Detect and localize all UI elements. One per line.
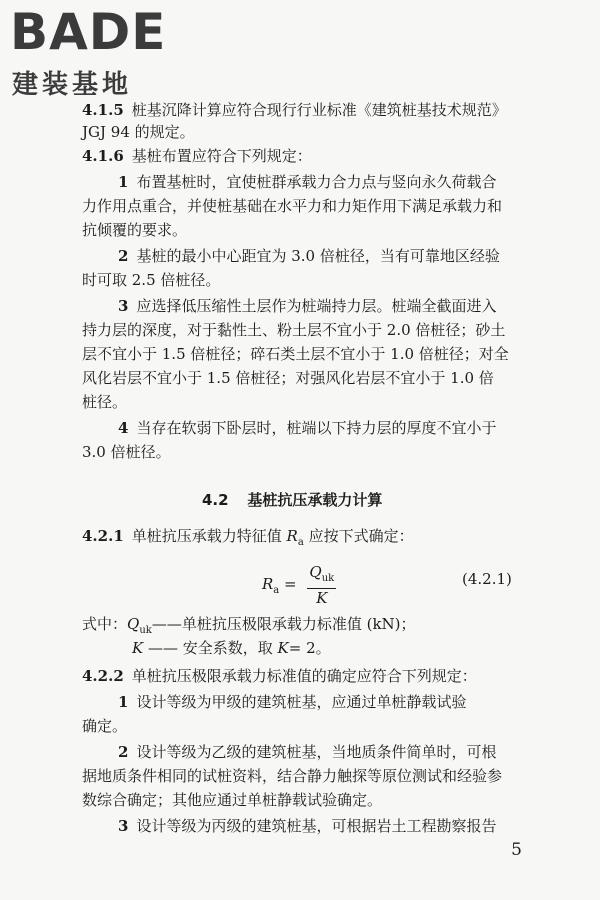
logo	[10, 3, 180, 100]
where-q-var: Q	[127, 615, 140, 633]
line-text: 风化岩层不宜小于 1.5 倍桩径；对强风化岩层不宜小于 1.0 倍	[82, 369, 494, 387]
clause-text: 单桩抗压承载力特征值	[131, 527, 287, 545]
clause-number: 4.2.2	[82, 667, 124, 685]
line-text: 据地质条件相同的试桩资料，结合静力触探等原位测试和经验参	[82, 767, 503, 785]
item-number: 1	[118, 173, 129, 191]
line-text: 单桩抗压极限承载力标准值的确定应符合下列规定：	[131, 667, 477, 685]
line-text: 数综合确定；其他应通过单桩静载试验确定。	[82, 791, 383, 809]
where-k-val: = 2。	[288, 639, 331, 657]
line-text: 应选择低压缩性土层作为桩端持力层。桩端全截面进入	[136, 297, 497, 315]
clause-number: 4.2.1	[82, 527, 124, 545]
clause-4-2-1	[82, 526, 414, 553]
section-heading	[202, 490, 382, 510]
var-r-sub: a	[297, 537, 304, 548]
section-number: 4.2	[202, 491, 229, 509]
line-text: 基桩的最小中心距宜为 3.0 倍桩径，当有可靠地区经验	[136, 247, 500, 265]
text-line	[118, 816, 496, 836]
where-prefix: 式中：	[82, 615, 128, 633]
text-line	[82, 270, 220, 290]
where-k	[132, 638, 331, 658]
item-number: 2	[118, 743, 129, 761]
line-text: 确定。	[82, 717, 128, 735]
line-text: 设计等级为甲级的建筑桩基，应通过单桩静载试验	[136, 693, 467, 711]
text-line	[82, 766, 502, 786]
logo-subtitle: 建装基地	[12, 70, 133, 100]
item-number: 1	[118, 693, 129, 711]
item-number: 4	[118, 419, 129, 437]
formula-eq: =	[284, 575, 297, 593]
item-number: 3	[118, 297, 129, 315]
text-line	[118, 296, 496, 316]
formula-fraction	[307, 563, 336, 607]
text-line	[82, 146, 312, 166]
formula	[262, 563, 336, 607]
where-q	[82, 614, 416, 641]
text-line	[118, 172, 496, 192]
line-text: 布置基桩时，宜使桩群承载力合力点与竖向永久荷载合	[136, 173, 497, 191]
text-line	[82, 392, 127, 412]
text-line	[82, 716, 127, 736]
text-line	[118, 692, 466, 712]
page-number: 5	[511, 840, 522, 860]
text-line	[82, 122, 195, 142]
line-text: 层不宜小于 1.5 倍桩径；碎石类土层不宜小于 1.0 倍桩径；对全	[82, 345, 509, 363]
line-text: 设计等级为丙级的建筑桩基，可根据岩土工程勘察报告	[136, 817, 497, 835]
clause-number: 4.1.5	[82, 101, 124, 119]
item-number: 2	[118, 247, 129, 265]
formula-lhs: R	[262, 575, 274, 593]
text-line	[82, 220, 187, 240]
line-text: 时可取 2.5 倍桩径。	[82, 271, 221, 289]
formula-denominator: K	[316, 589, 328, 607]
formula-numerator-sub: uk	[321, 573, 335, 584]
equation-number: (4.2.1)	[462, 570, 512, 588]
line-text: 力作用点重合，并使桩基础在水平力和力矩作用下满足承载力和	[82, 197, 503, 215]
text-line	[82, 442, 171, 462]
formula-numerator: Q	[309, 563, 322, 581]
where-k-eq: K	[277, 639, 289, 657]
line-text: 桩径。	[82, 393, 128, 411]
text-line	[118, 246, 500, 266]
text-line	[118, 742, 496, 762]
line-text: 桩基沉降计算应符合现行行业标准《建筑桩基技术规范》	[131, 101, 507, 119]
text-line	[118, 418, 496, 438]
line-text: 设计等级为乙级的建筑桩基，当地质条件简单时，可根	[136, 743, 497, 761]
where-q-sub: uk	[139, 625, 152, 636]
line-text: 当存在软弱下卧层时，桩端以下持力层的厚度不宜小于	[136, 419, 497, 437]
line-text: 持力层的深度，对于黏性土、粉土层不宜小于 2.0 倍桩径；砂土	[82, 321, 506, 339]
text-line	[82, 100, 507, 120]
text-line	[82, 368, 494, 388]
text-line	[82, 344, 509, 364]
line-text: 抗倾覆的要求。	[82, 221, 188, 239]
line-text: 3.0 倍桩径。	[82, 443, 171, 461]
where-k-var: K	[132, 639, 144, 657]
item-number: 3	[118, 817, 129, 835]
section-title: 基桩抗压承载力计算	[247, 491, 383, 509]
text-line	[82, 320, 505, 340]
clause-number: 4.1.6	[82, 147, 124, 165]
line-text: 基桩布置应符合下列规定：	[131, 147, 312, 165]
text-line	[82, 666, 477, 686]
var-r: R	[286, 527, 298, 545]
text-line	[82, 196, 502, 216]
where-q-desc: ——单桩抗压极限承载力标准值 (kN)；	[151, 615, 416, 633]
formula-lhs-sub: a	[273, 585, 280, 596]
logo-brand: BADE	[10, 3, 167, 61]
clause-text-tail: 应按下式确定：	[303, 527, 414, 545]
where-k-desc: —— 安全系数，取	[143, 639, 278, 657]
line-text: JGJ 94 的规定。	[82, 123, 195, 141]
text-line	[82, 790, 382, 810]
